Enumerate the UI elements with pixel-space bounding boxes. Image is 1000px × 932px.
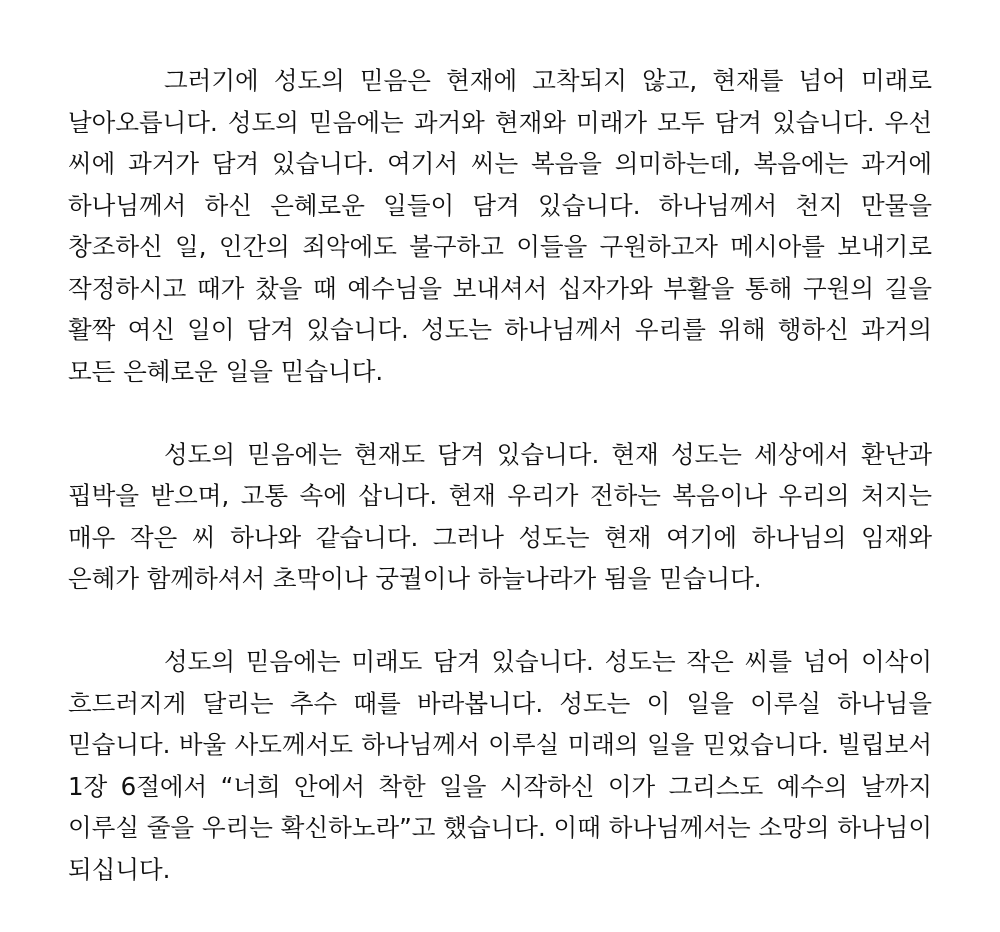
document-page	[68, 60, 932, 890]
paragraph-past: 그러기에 성도의 믿음은 현재에 고착되지 않고, 현재를 넘어 미래로 날아오릅니다. 성도의 믿음에는 과거와 현재와 미래가 모두 담겨 있습니다. 우선 씨에 과거가 담겨 있습니다. 여기서 씨는 복음을 의미하는데, 복음에는 과거에 하나님께서 하신 은혜로운 일들이 담겨 있습니다. 하나님께서 천지 만물을 창조하신 일, 인간의 죄악에도 불구하고 이들을 구원하고자 메시아를 보내기로 작정하시고 때가 찼을 때 예수님을 보내셔서 십자가와 부활을 통해 구원의 길을 활짝 여신 일이 담겨 있습니다. 성도는 하나님께서 우리를 위해 행하신 과거의 모든 은혜로운 일을 믿습니다.	[68, 66, 932, 386]
paragraph-present: 성도의 믿음에는 현재도 담겨 있습니다. 현재 성도는 세상에서 환난과 핍박을 받으며, 고통 속에 삽니다. 현재 우리가 전하는 복음이나 우리의 처지는 매우 작은 씨 하나와 같습니다. 그러나 성도는 현재 여기에 하나님의 임재와 은혜가 함께하셔서 초막이나 궁궐이나 하늘나라가 됨을 믿습니다.	[68, 439, 932, 593]
paragraph-future: 성도의 믿음에는 미래도 담겨 있습니다. 성도는 작은 씨를 넘어 이삭이 흐드러지게 달리는 추수 때를 바라봅니다. 성도는 이 일을 이루실 하나님을 믿습니다. 바울 사도께서도 하나님께서 이루실 미래의 일을 믿었습니다. 빌립보서 1장 6절에서 “너희 안에서 착한 일을 시작하신 이가 그리스도 예수의 날까지 이루실 줄을 우리는 확신하노라”고 했습니다. 이때 하나님께서는 소망의 하나님이 되십니다.	[68, 647, 932, 884]
